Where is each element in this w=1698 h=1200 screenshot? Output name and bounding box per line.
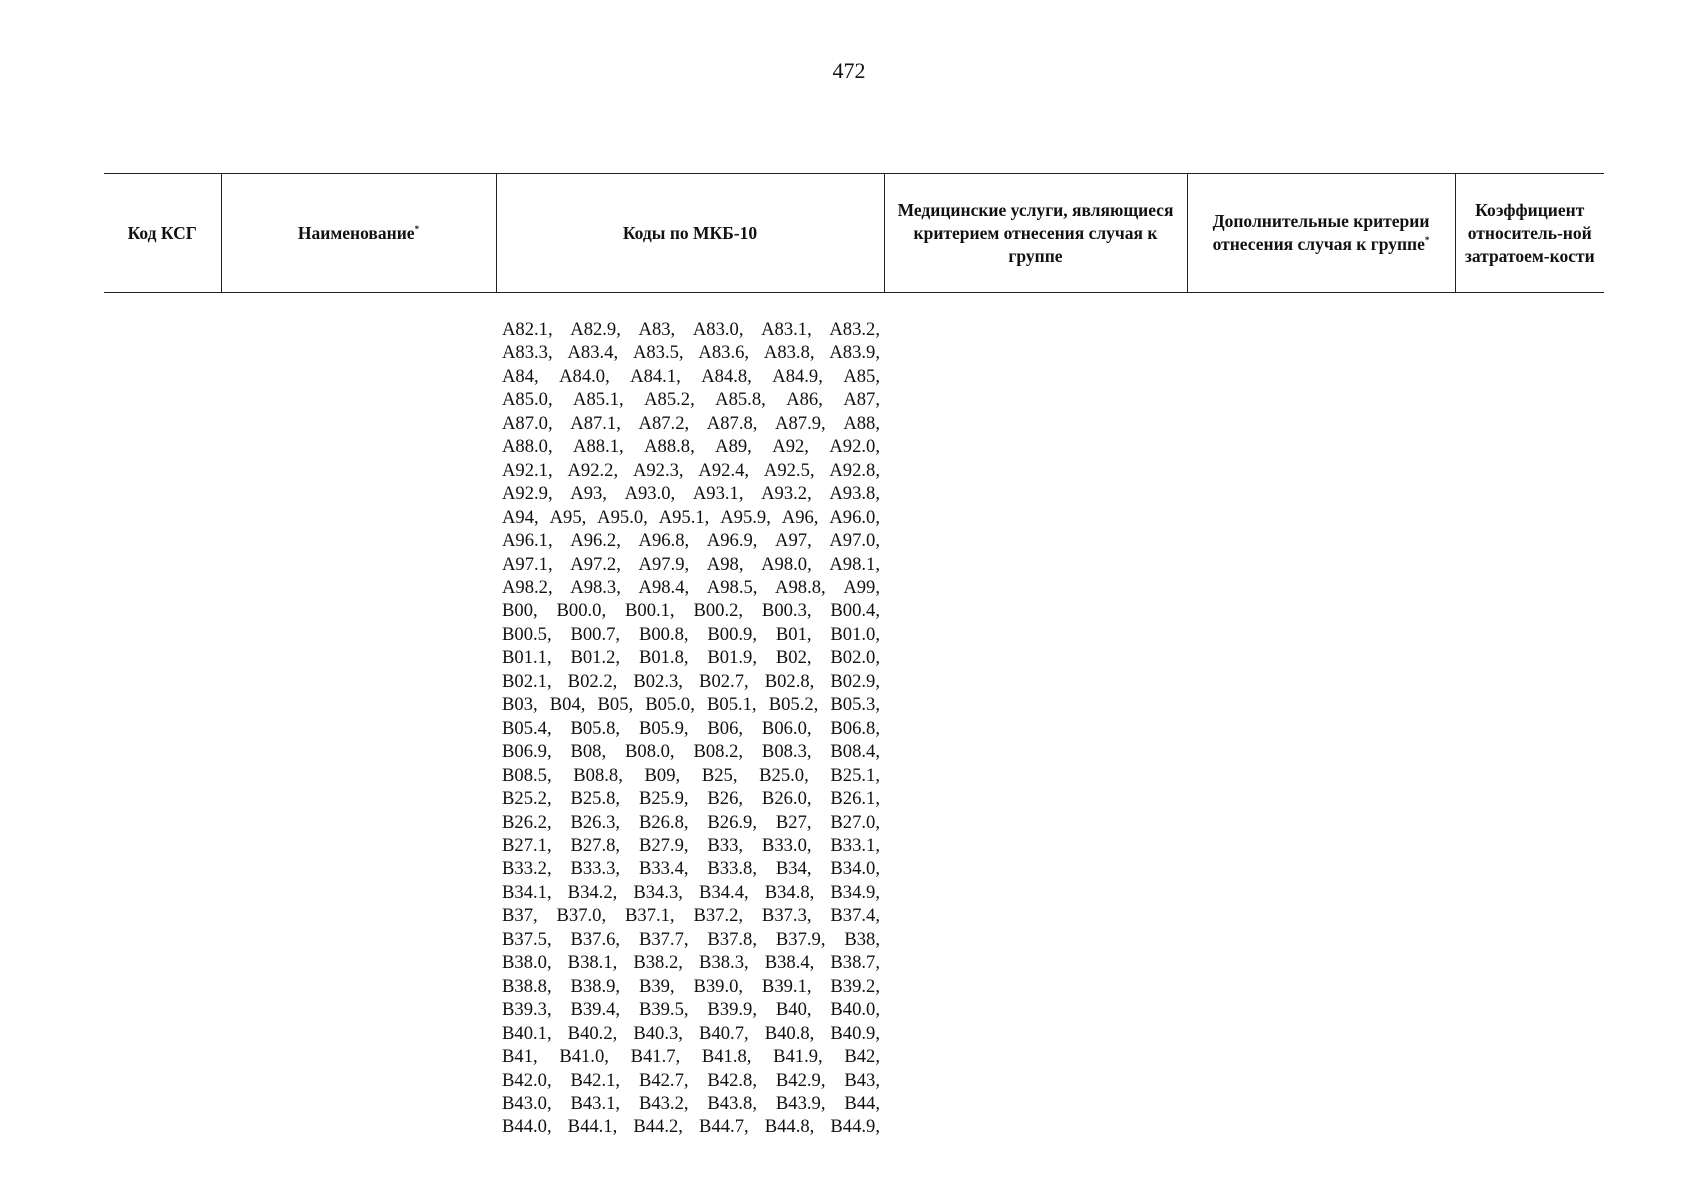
ksg-table [104, 173, 1604, 1139]
icd-codes-line: A97.1, A97.2, A97.9, A98, A98.0, A98.1, [502, 553, 880, 575]
header-icd-codes: Коды по МКБ-10 [496, 174, 884, 293]
icd-codes-line: B06.9, B08, B08.0, B08.2, B08.3, B08.4, [502, 741, 880, 763]
icd-codes-line: B34.1, B34.2, B34.3, B34.4, B34.8, B34.9, [502, 881, 880, 903]
icd-codes-line: B05.4, B05.8, B05.9, B06, B06.0, B06.8, [502, 717, 880, 739]
icd-codes-line: B43.0, B43.1, B43.2, B43.8, B43.9, B44, [502, 1092, 880, 1114]
icd-codes-line: B02.1, B02.2, B02.3, B02.7, B02.8, B02.9, [502, 670, 880, 692]
header-ksg-code: Код КСГ [104, 174, 221, 293]
cell-icd-codes [496, 293, 884, 1139]
icd-codes-line: A94, A95, A95.0, A95.1, A95.9, A96, A96.0, [502, 506, 880, 528]
icd-codes-line: A88.0, A88.1, A88.8, A89, A92, A92.0, [502, 436, 880, 458]
cell-medical-services [884, 293, 1187, 1139]
icd-codes-line: A92.9, A93, A93.0, A93.1, A93.2, A93.8, [502, 483, 880, 505]
icd-codes-line: B38.8, B38.9, B39, B39.0, B39.1, B39.2, [502, 975, 880, 997]
header-name: Наименование* [221, 174, 496, 293]
icd-codes-line: B00, B00.0, B00.1, B00.2, B00.3, B00.4, [502, 600, 880, 622]
cell-ksg-code [104, 293, 221, 1139]
icd-codes-line: A84, A84.0, A84.1, A84.8, A84.9, A85, [502, 365, 880, 387]
header-cost-coefficient: Коэффициент относитель-ной затратоем-кости [1455, 174, 1604, 293]
icd-codes-line: B01.1, B01.2, B01.8, B01.9, B02, B02.0, [502, 647, 880, 669]
icd-codes-line: A87.0, A87.1, A87.2, A87.8, A87.9, A88, [502, 412, 880, 434]
page-number: 472 [832, 58, 866, 83]
icd-codes-line: B41, B41.0, B41.7, B41.8, B41.9, B42, [502, 1046, 880, 1068]
icd-codes-line: B03, B04, B05, B05.0, B05.1, B05.2, B05.3, [502, 694, 880, 716]
icd-codes-line: A82.1, A82.9, A83, A83.0, A83.1, A83.2, [502, 319, 880, 340]
icd-codes-line: B00.5, B00.7, B00.8, B00.9, B01, B01.0, [502, 623, 880, 645]
icd-codes-line: A96.1, A96.2, A96.8, A96.9, A97, A97.0, [502, 530, 880, 552]
icd-codes-list [496, 293, 884, 1139]
icd-codes-line: B38.0, B38.1, B38.2, B38.3, B38.4, B38.7, [502, 952, 880, 974]
icd-codes-line: B42.0, B42.1, B42.7, B42.8, B42.9, B43, [502, 1069, 880, 1091]
icd-codes-line: B40.1, B40.2, B40.3, B40.7, B40.8, B40.9, [502, 1022, 880, 1044]
footnote-mark: * [1424, 235, 1430, 246]
icd-codes-line: B25.2, B25.8, B25.9, B26, B26.0, B26.1, [502, 788, 880, 810]
icd-codes-line: B33.2, B33.3, B33.4, B33.8, B34, B34.0, [502, 858, 880, 880]
table-header-row [104, 174, 1604, 293]
icd-codes-line: A83.3, A83.4, A83.5, A83.6, A83.8, A83.9, [502, 342, 880, 364]
cell-additional-criteria [1187, 293, 1455, 1139]
table-row [104, 293, 1604, 1139]
icd-codes-line: A85.0, A85.1, A85.2, A85.8, A86, A87, [502, 389, 880, 411]
icd-codes-line: B37, B37.0, B37.1, B37.2, B37.3, B37.4, [502, 905, 880, 927]
icd-codes-line: A98.2, A98.3, A98.4, A98.5, A98.8, A99, [502, 576, 880, 598]
icd-codes-line: B27.1, B27.8, B27.9, B33, B33.0, B33.1, [502, 834, 880, 856]
cell-name [221, 293, 496, 1139]
header-medical-services: Медицинские услуги, являющиеся критерием отнесения случая к группе [884, 174, 1187, 293]
footnote-mark: * [414, 223, 420, 234]
icd-codes-line: A92.1, A92.2, A92.3, A92.4, A92.5, A92.8, [502, 459, 880, 481]
header-additional-criteria: Дополнительные критерии отнесения случая к группе* [1187, 174, 1455, 293]
icd-codes-line: B26.2, B26.3, B26.8, B26.9, B27, B27.0, [502, 811, 880, 833]
icd-codes-line: B39.3, B39.4, B39.5, B39.9, B40, B40.0, [502, 999, 880, 1021]
icd-codes-line: B08.5, B08.8, B09, B25, B25.0, B25.1, [502, 764, 880, 786]
icd-codes-line: B37.5, B37.6, B37.7, B37.8, B37.9, B38, [502, 928, 880, 950]
cell-cost-coefficient [1455, 293, 1604, 1139]
icd-codes-line: B44.0, B44.1, B44.2, B44.7, B44.8, B44.9, [502, 1116, 880, 1138]
